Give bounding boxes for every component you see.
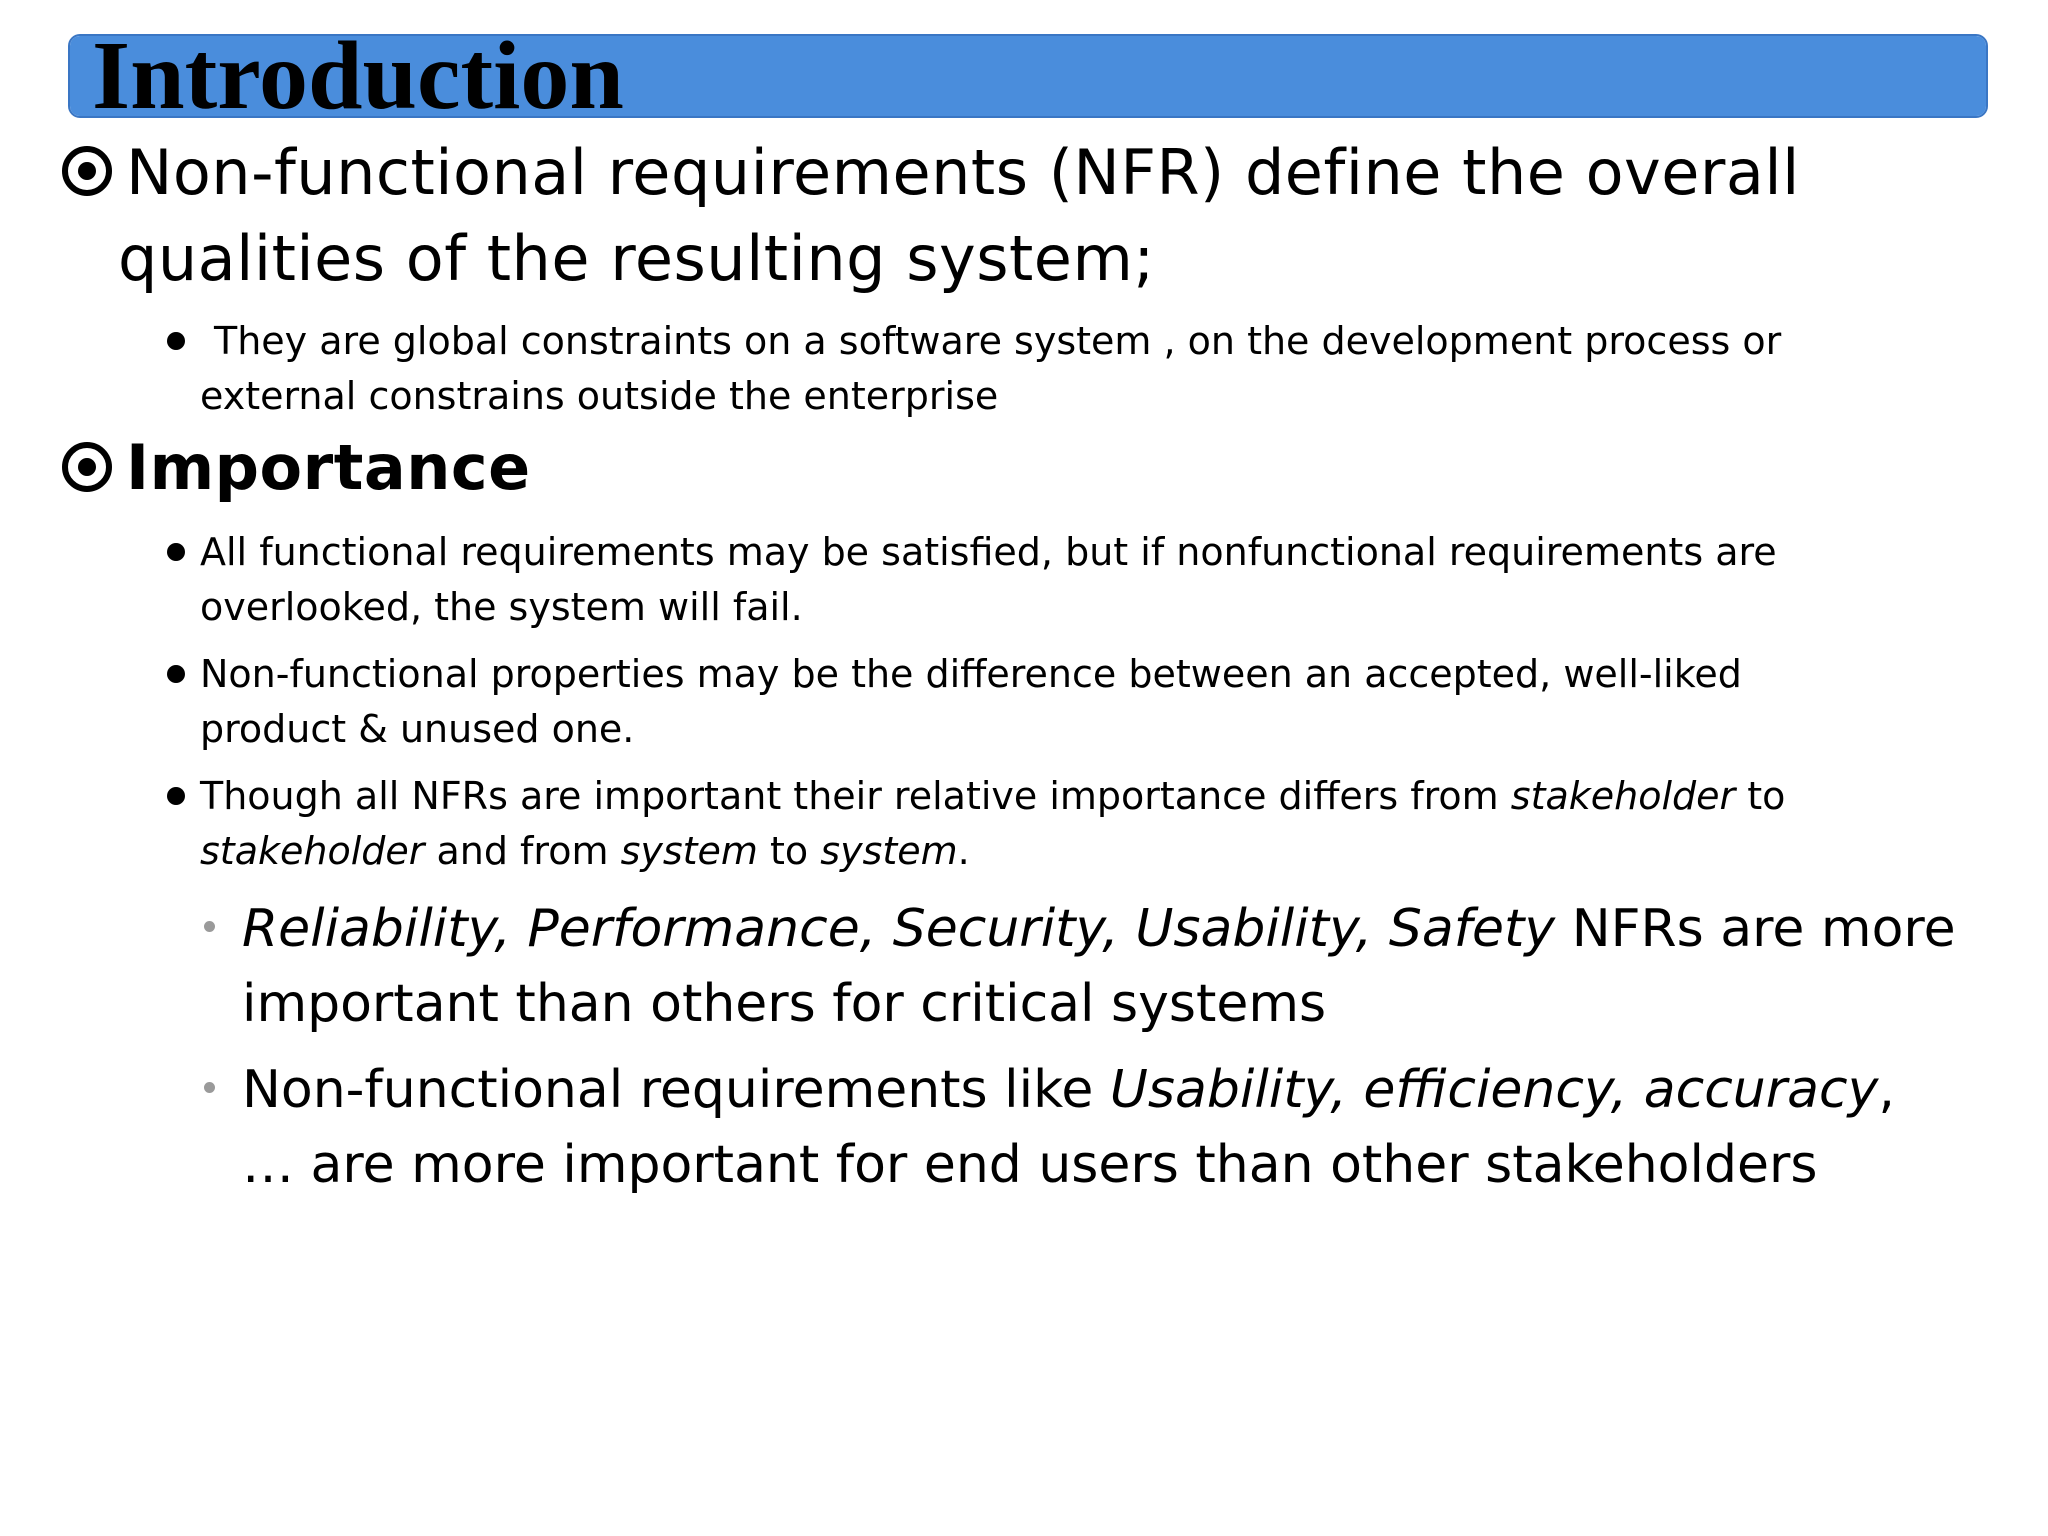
target-bullet-icon <box>62 146 112 196</box>
importance-subsub-2-line-2: … are more important for end users than other stakeholders <box>242 1135 1818 1195</box>
slide-title: Introduction <box>92 22 624 130</box>
disc-bullet-icon <box>167 665 185 683</box>
disc-bullet-icon <box>167 543 185 561</box>
importance-sub-1-line-1: All functional requirements may be satisfied, but if nonfunctional requirements are <box>200 530 1777 574</box>
bullet-1-sub-line-2: external constrains outside the enterprise <box>200 374 999 418</box>
sub-bullet-icon <box>204 1082 215 1093</box>
bullet-1-sub-line-1: They are global constraints on a software system , on the development process or <box>214 319 1782 363</box>
disc-bullet-icon <box>167 332 185 350</box>
bullet-1-line-1: Non-functional requirements (NFR) define the overall <box>126 136 1800 209</box>
importance-subsub-2-line-1: Non-functional requirements like Usability, efficiency, accuracy, <box>242 1060 1895 1120</box>
importance-sub-2-line-1: Non-functional properties may be the difference between an accepted, well-liked <box>200 652 1742 696</box>
bullet-1-line-2: qualities of the resulting system; <box>118 222 1155 295</box>
target-bullet-icon <box>62 442 112 492</box>
importance-sub-3-line-2: stakeholder and from system to system. <box>200 829 970 873</box>
disc-bullet-icon <box>167 787 185 805</box>
importance-sub-1-line-2: overlooked, the system will fail. <box>200 585 803 629</box>
importance-subsub-1-line-2: important than others for critical systems <box>242 974 1327 1034</box>
importance-subsub-1-line-1: Reliability, Performance, Security, Usability, Safety NFRs are more <box>242 899 1956 959</box>
sub-bullet-icon <box>204 921 215 932</box>
importance-sub-2-line-2: product & unused one. <box>200 707 635 751</box>
importance-heading: Importance <box>126 431 531 504</box>
importance-sub-3-line-1: Though all NFRs are important their relative importance differs from stakeholder to <box>200 774 1786 818</box>
